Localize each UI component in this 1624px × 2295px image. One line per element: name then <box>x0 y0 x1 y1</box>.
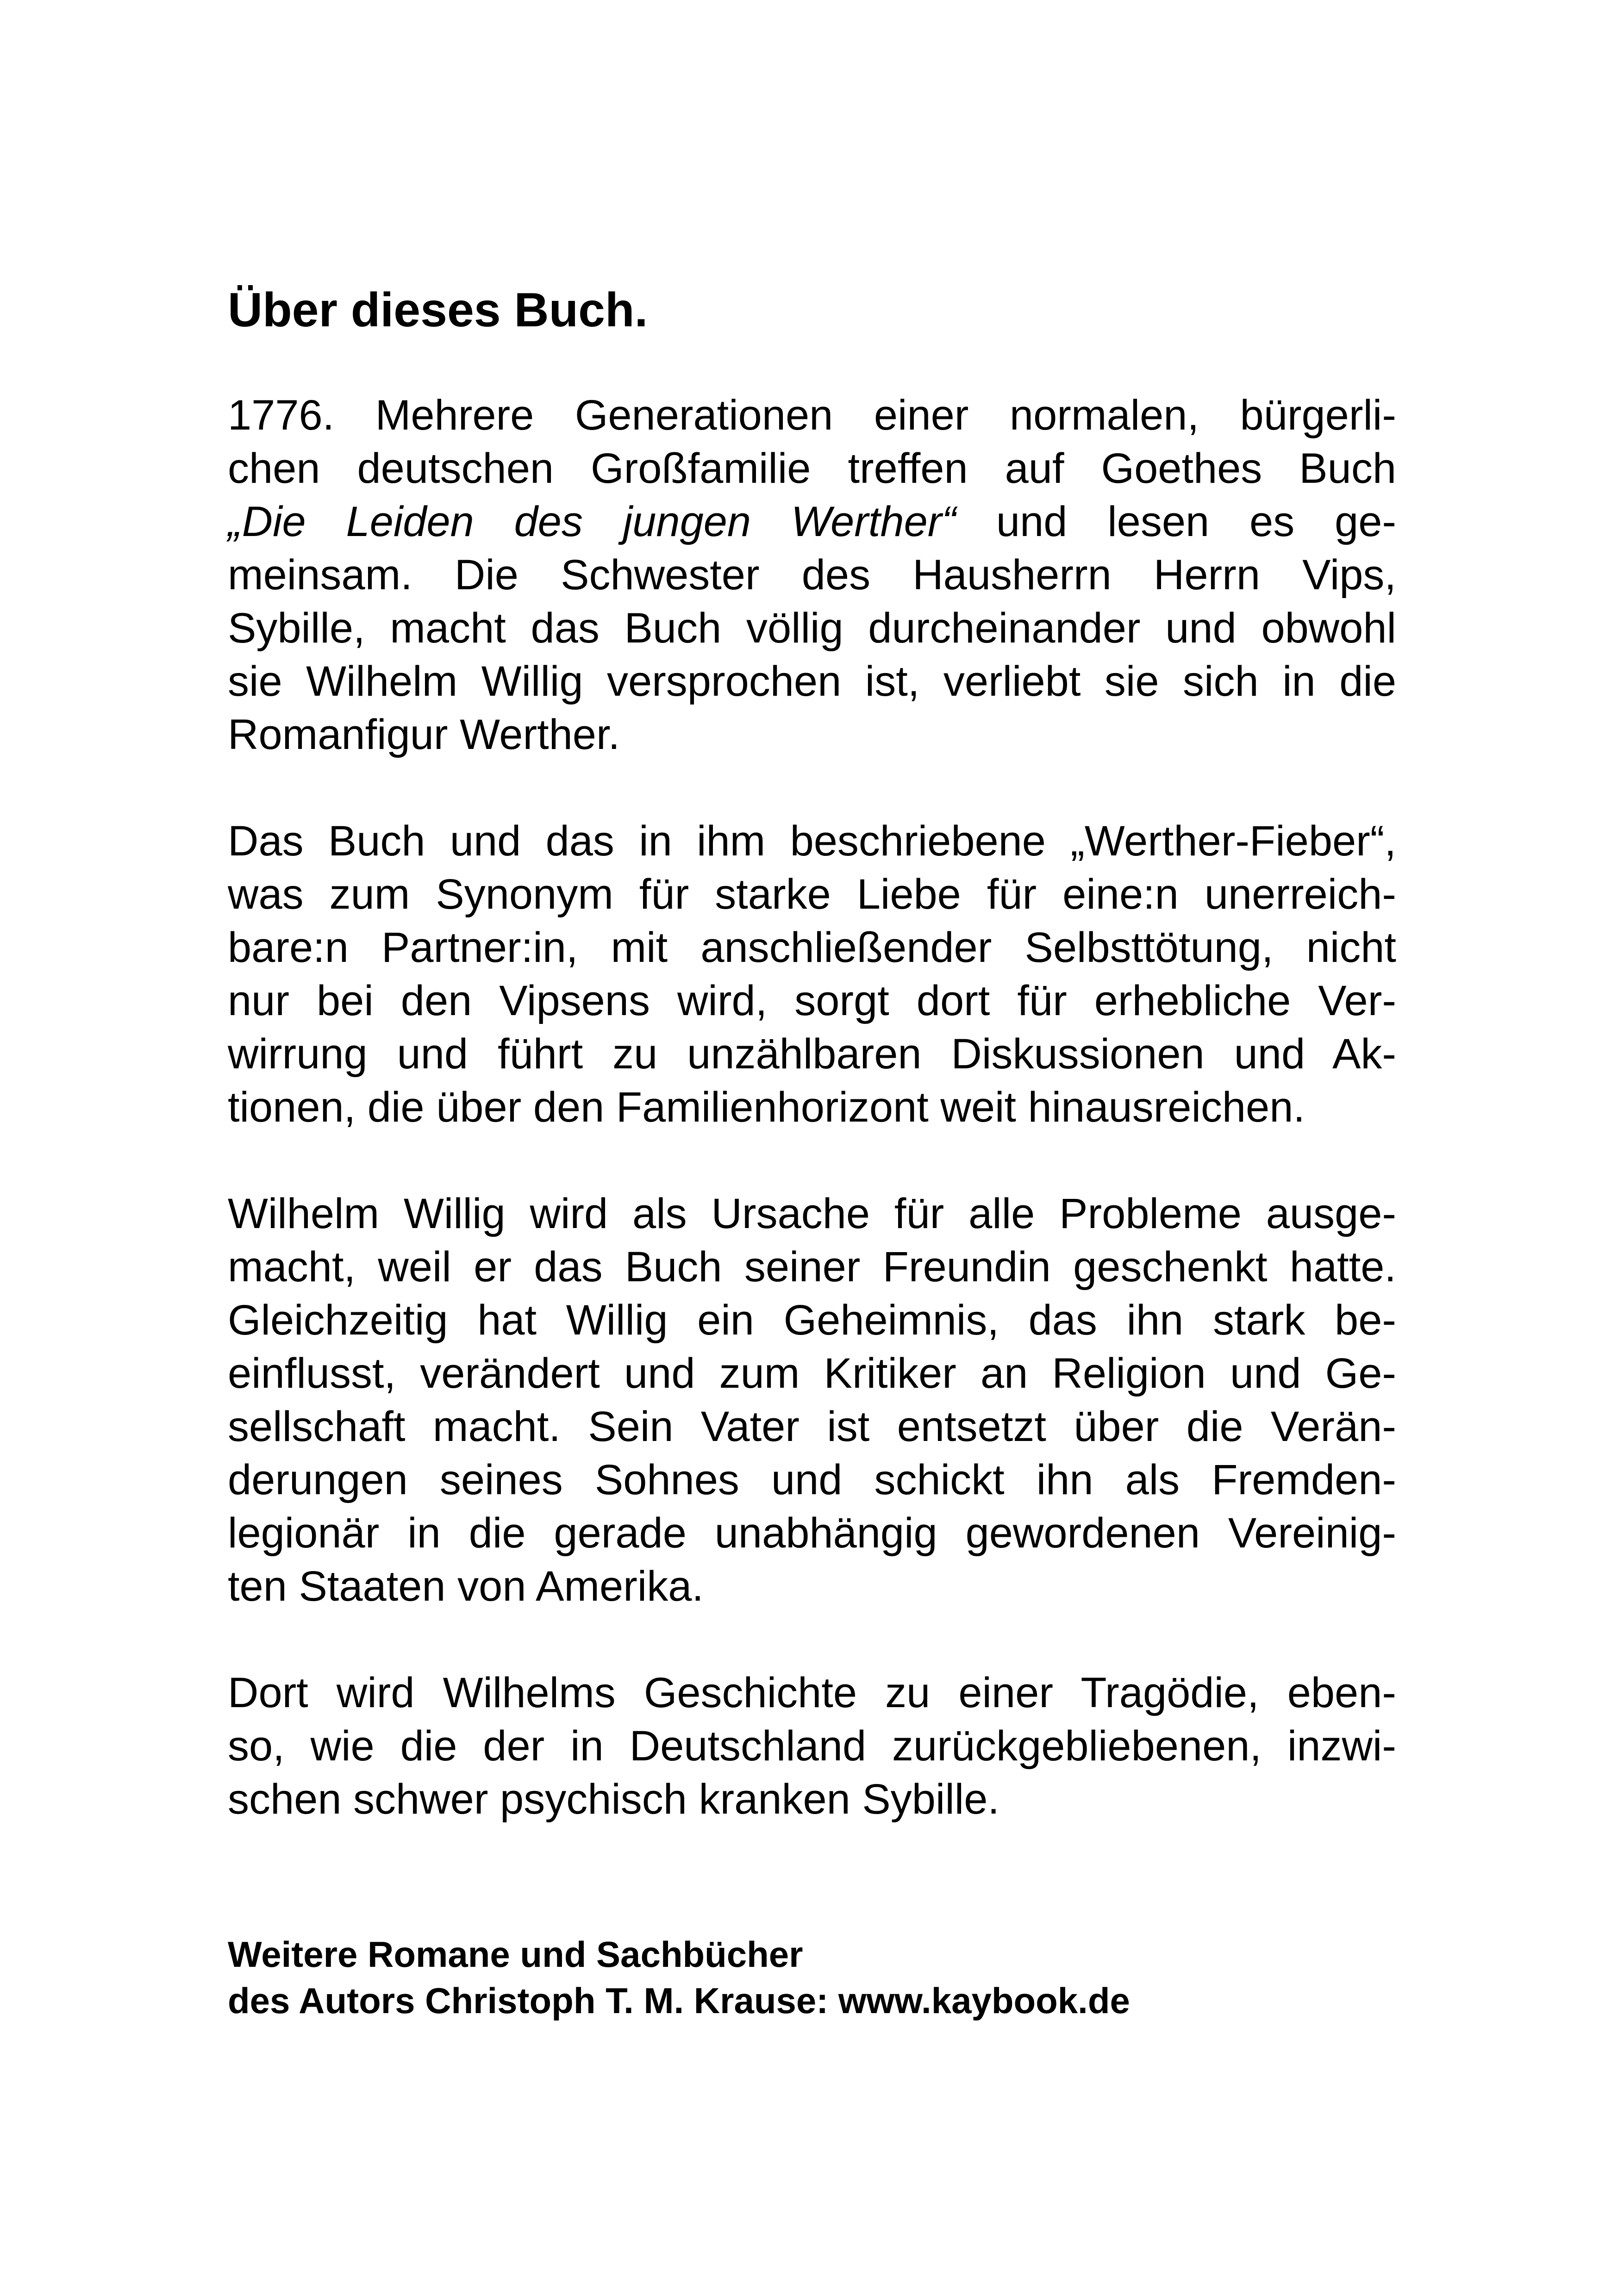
author-footer <box>228 1931 1396 2024</box>
text-line: meinsam. Die Schwester des Hausherrn Herrn Vips, <box>228 551 1396 599</box>
text-line: wirrung und führt zu unzählbaren Diskussionen und Ak- <box>228 1030 1396 1078</box>
text-line: ten Staaten von Amerika. <box>228 1563 704 1610</box>
text-line: macht, weil er das Buch seiner Freundin geschenkt hatte. <box>228 1243 1396 1291</box>
text-line: Das Buch und das in ihm beschriebene „Werther-Fieber“, <box>228 817 1396 865</box>
page-title: Über dieses Buch. <box>228 283 648 337</box>
text-line: einflusst, verändert und zum Kritiker an Religion und Ge- <box>228 1350 1396 1397</box>
paragraph-2 <box>228 815 1396 1134</box>
blurb-paragraphs <box>228 389 1396 1826</box>
paragraph-3 <box>228 1187 1396 1613</box>
book-title-italic: „Die Leiden des jungen Werther“ <box>228 498 956 545</box>
text-line: nur bei den Vipsens wird, sorgt dort für erhebliche Ver- <box>228 977 1396 1024</box>
text-line: „Die Leiden des jungen Werther“ und lesen es ge- <box>228 498 1396 545</box>
text-line: so, wie die der in Deutschland zurückgebliebenen, inzwi- <box>228 1722 1396 1770</box>
text-line: bare:n Partner:in, mit anschließender Selbsttötung, nicht <box>228 924 1396 971</box>
text-line: tionen, die über den Familienhorizont weit hinausreichen. <box>228 1084 1305 1131</box>
text-line: was zum Synonym für starke Liebe für eine:n unerreich- <box>228 871 1396 918</box>
text-line: Sybille, macht das Buch völlig durcheinander und obwohl <box>228 605 1396 652</box>
text-line: Dort wird Wilhelms Geschichte zu einer Tragödie, eben- <box>228 1669 1396 1716</box>
footer-line-more-books: Weitere Romane und Sachbücher <box>228 1934 803 1975</box>
paragraph-1 <box>228 389 1396 761</box>
text-line: chen deutschen Großfamilie treffen auf Goethes Buch <box>228 445 1396 492</box>
footer-line-author-website: des Autors Christoph T. M. Krause: www.kaybook.de <box>228 1980 1130 2021</box>
text-line: sellschaft macht. Sein Vater ist entsetzt über die Verän- <box>228 1403 1396 1450</box>
blurb-content <box>228 278 1396 1879</box>
text-line: schen schwer psychisch kranken Sybille. <box>228 1776 999 1823</box>
paragraph-4 <box>228 1666 1396 1826</box>
text-line: Romanfigur Werther. <box>228 711 620 758</box>
text-line: derungen seines Sohnes und schickt ihn als Fremden- <box>228 1456 1396 1503</box>
text-line: Wilhelm Willig wird als Ursache für alle Probleme ausge- <box>228 1190 1396 1237</box>
text-line: legionär in die gerade unabhängig gewordenen Vereinig- <box>228 1509 1396 1557</box>
text-line: 1776. Mehrere Generationen einer normalen, bürgerli- <box>228 392 1396 439</box>
text-line: sie Wilhelm Willig versprochen ist, verliebt sie sich in die <box>228 658 1396 705</box>
text-line: Gleichzeitig hat Willig ein Geheimnis, das ihn stark be- <box>228 1297 1396 1344</box>
